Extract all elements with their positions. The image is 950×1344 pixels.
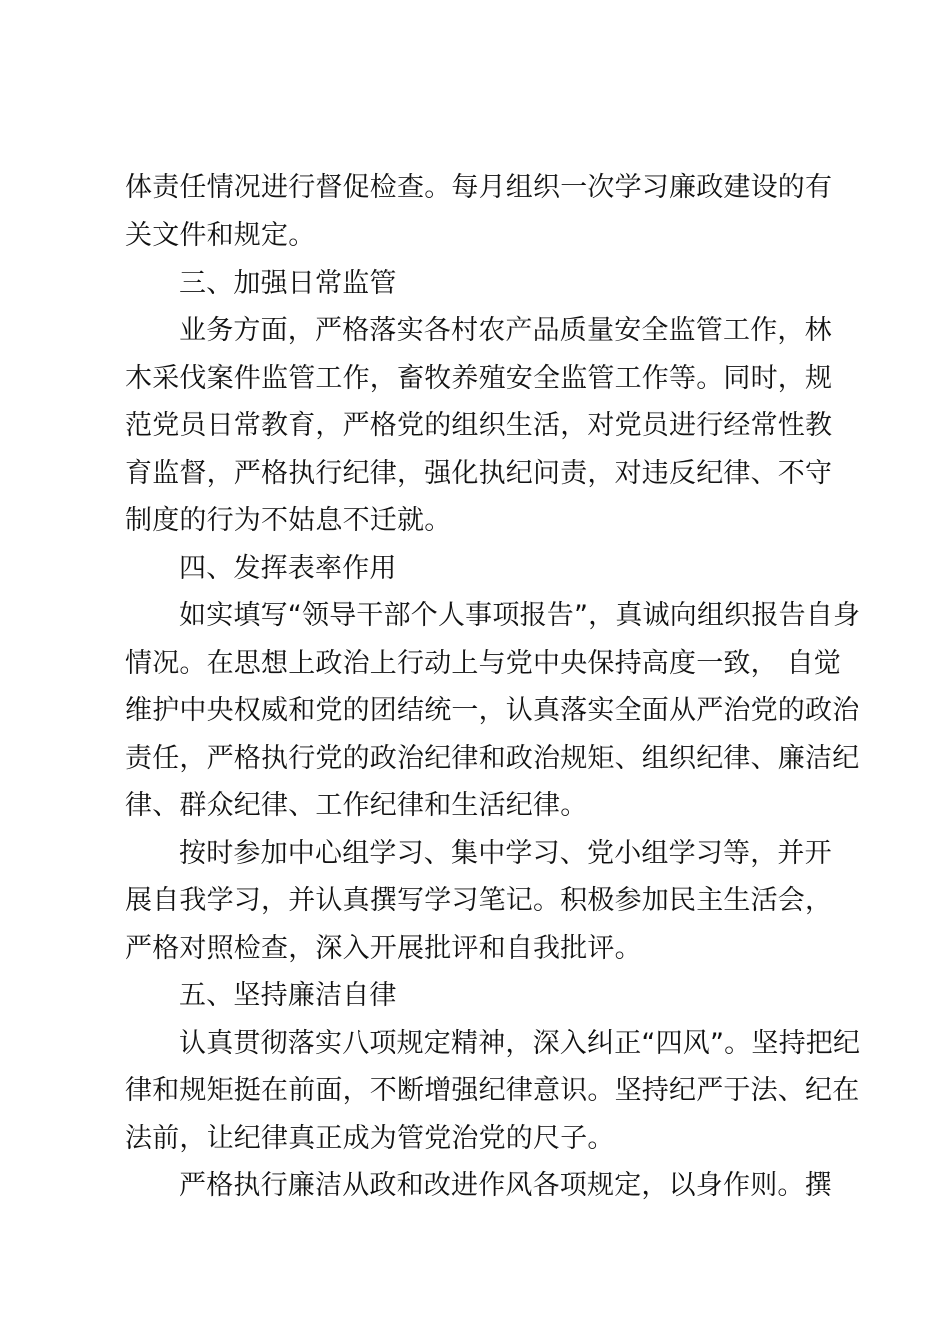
text-line: 制度的行为不姑息不迁就。 [125,505,452,536]
text-line: 严格执行廉洁从政和改进作风各项规定，以身作则。撰 [179,1170,832,1201]
text-line: 如实填写“领导干部个人事项报告”，真诚向组织报告自身 [179,600,861,631]
text-line: 严格对照检查，深入开展批评和自我批评。 [125,933,642,964]
text-line: 责任，严格执行党的政治纪律和政治规矩、组织纪律、廉洁纪 [125,743,860,774]
section-heading: 五、坚持廉洁自律 [179,980,397,1011]
text-line: 关文件和规定。 [125,220,316,251]
text-line: 维护中央权威和党的团结统一，认真落实全面从严治党的政治 [125,695,860,726]
text-line: 展自我学习，并认真撰写学习笔记。积极参加民主生活会， [125,885,833,916]
text-line: 按时参加中心组学习、集中学习、党小组学习等，并开 [179,838,832,869]
text-line: 木采伐案件监管工作，畜牧养殖安全监管工作等。同时，规 [125,363,833,394]
text-line: 律和规矩挺在前面，不断增强纪律意识。坚持纪严于法、纪在 [125,1075,860,1106]
text-line: 认真贯彻落实八项规定精神，深入纠正“四风”。坚持把纪 [179,1028,861,1059]
text-line: 范党员日常教育，严格党的组织生活，对党员进行经常性教 [125,410,833,441]
text-line: 法前，让纪律真正成为管党治党的尺子。 [125,1123,615,1154]
text-line: 业务方面，严格落实各村农产品质量安全监管工作，林 [179,315,832,346]
text-line: 情况。在思想上政治上行动上与党中央保持高度一致， 自觉 [125,648,841,679]
text-line: 律、群众纪律、工作纪律和生活纪律。 [125,790,588,821]
text-line: 体责任情况进行督促检查。每月组织一次学习廉政建设的有 [125,172,833,203]
section-heading: 三、加强日常监管 [179,268,397,299]
text-line: 育监督，严格执行纪律，强化执纪问责，对违反纪律、不守 [125,458,833,489]
section-heading: 四、发挥表率作用 [179,553,397,584]
